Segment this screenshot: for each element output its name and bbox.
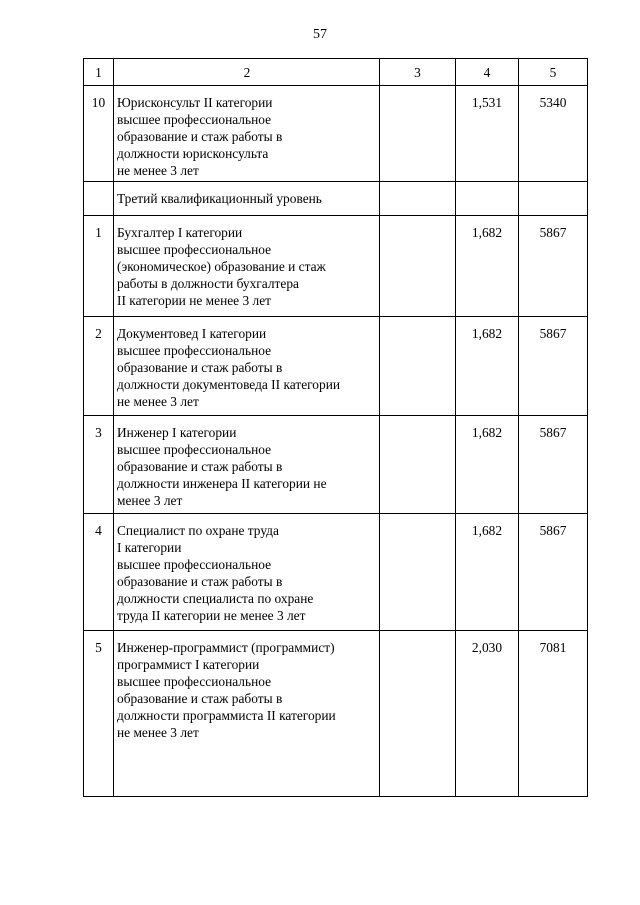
salary-cell: 5340 [519, 86, 588, 182]
row-number: 4 [84, 514, 114, 631]
position-description [114, 631, 380, 797]
coefficient-cell: 2,030 [456, 631, 519, 797]
description-line: высшее профессиональное [117, 442, 272, 457]
description-line: должности специалиста по охране [117, 591, 314, 606]
description-line: Специалист по охране труда [117, 523, 279, 538]
header-col-4: 4 [456, 59, 519, 86]
section-row [84, 182, 588, 216]
position-description [114, 416, 380, 514]
salary-cell: 7081 [519, 631, 588, 797]
table-row [84, 317, 588, 416]
row-number: 1 [84, 216, 114, 317]
qualification-table [83, 58, 588, 797]
description-line: образование и стаж работы в [117, 129, 283, 144]
header-col-5: 5 [519, 59, 588, 86]
coefficient-cell: 1,682 [456, 514, 519, 631]
description-line: должности программиста II категории [117, 708, 336, 723]
position-description [114, 317, 380, 416]
coefficient-cell [456, 182, 519, 216]
description-line: работы в должности бухгалтера [117, 276, 299, 291]
header-col-3: 3 [380, 59, 456, 86]
description-line: не менее 3 лет [117, 725, 199, 740]
description-line: высшее профессиональное [117, 242, 272, 257]
row-number: 2 [84, 317, 114, 416]
description-line: I категории [117, 540, 182, 555]
description-line: труда II категории не менее 3 лет [117, 608, 306, 623]
description-line: образование и стаж работы в [117, 691, 283, 706]
description-line: высшее профессиональное [117, 112, 272, 127]
col-3-cell [380, 317, 456, 416]
row-number: 3 [84, 416, 114, 514]
description-line: Юрисконсульт II категории [117, 95, 273, 110]
salary-cell: 5867 [519, 216, 588, 317]
coefficient-cell: 1,682 [456, 216, 519, 317]
table-row [84, 416, 588, 514]
description-line: должности документоведа II категории [117, 377, 341, 392]
coefficient-cell: 1,682 [456, 416, 519, 514]
header-col-2: 2 [114, 59, 380, 86]
header-col-1: 1 [84, 59, 114, 86]
description-line: Инженер I категории [117, 425, 237, 440]
col-3-cell [380, 216, 456, 317]
description-line: Документовед I категории [117, 326, 267, 341]
salary-cell: 5867 [519, 514, 588, 631]
header-row [84, 59, 588, 86]
col-3-cell [380, 86, 456, 182]
table-row [84, 86, 588, 182]
description-line: II категории не менее 3 лет [117, 293, 271, 308]
row-number [84, 182, 114, 216]
coefficient-cell: 1,682 [456, 317, 519, 416]
description-line: программист I категории [117, 657, 260, 672]
coefficient-cell: 1,531 [456, 86, 519, 182]
description-line: Третий квалификационный уровень [117, 191, 322, 206]
description-line: должности инженера II категории не [117, 476, 327, 491]
col-3-cell [380, 514, 456, 631]
table-row [84, 631, 588, 797]
description-line: не менее 3 лет [117, 394, 199, 409]
description-line: образование и стаж работы в [117, 459, 283, 474]
description-line: менее 3 лет [117, 493, 183, 508]
col-3-cell [380, 182, 456, 216]
description-line: высшее профессиональное [117, 674, 272, 689]
salary-cell [519, 182, 588, 216]
table-row [84, 216, 588, 317]
col-3-cell [380, 416, 456, 514]
description-line: Инженер-программист (программист) [117, 640, 335, 655]
description-line: должности юрисконсульта [117, 146, 269, 161]
salary-cell: 5867 [519, 416, 588, 514]
description-line: высшее профессиональное [117, 557, 272, 572]
description-line: высшее профессиональное [117, 343, 272, 358]
position-description [114, 86, 380, 182]
description-line: Бухгалтер I категории [117, 225, 243, 240]
row-number: 5 [84, 631, 114, 797]
section-title [114, 182, 380, 216]
col-3-cell [380, 631, 456, 797]
page-number: 57 [313, 27, 327, 42]
description-line: (экономическое) образование и стаж [117, 259, 326, 274]
salary-cell: 5867 [519, 317, 588, 416]
position-description [114, 514, 380, 631]
table-row [84, 514, 588, 631]
description-line: образование и стаж работы в [117, 574, 283, 589]
row-number: 10 [84, 86, 114, 182]
position-description [114, 216, 380, 317]
description-line: образование и стаж работы в [117, 360, 283, 375]
description-line: не менее 3 лет [117, 163, 199, 178]
